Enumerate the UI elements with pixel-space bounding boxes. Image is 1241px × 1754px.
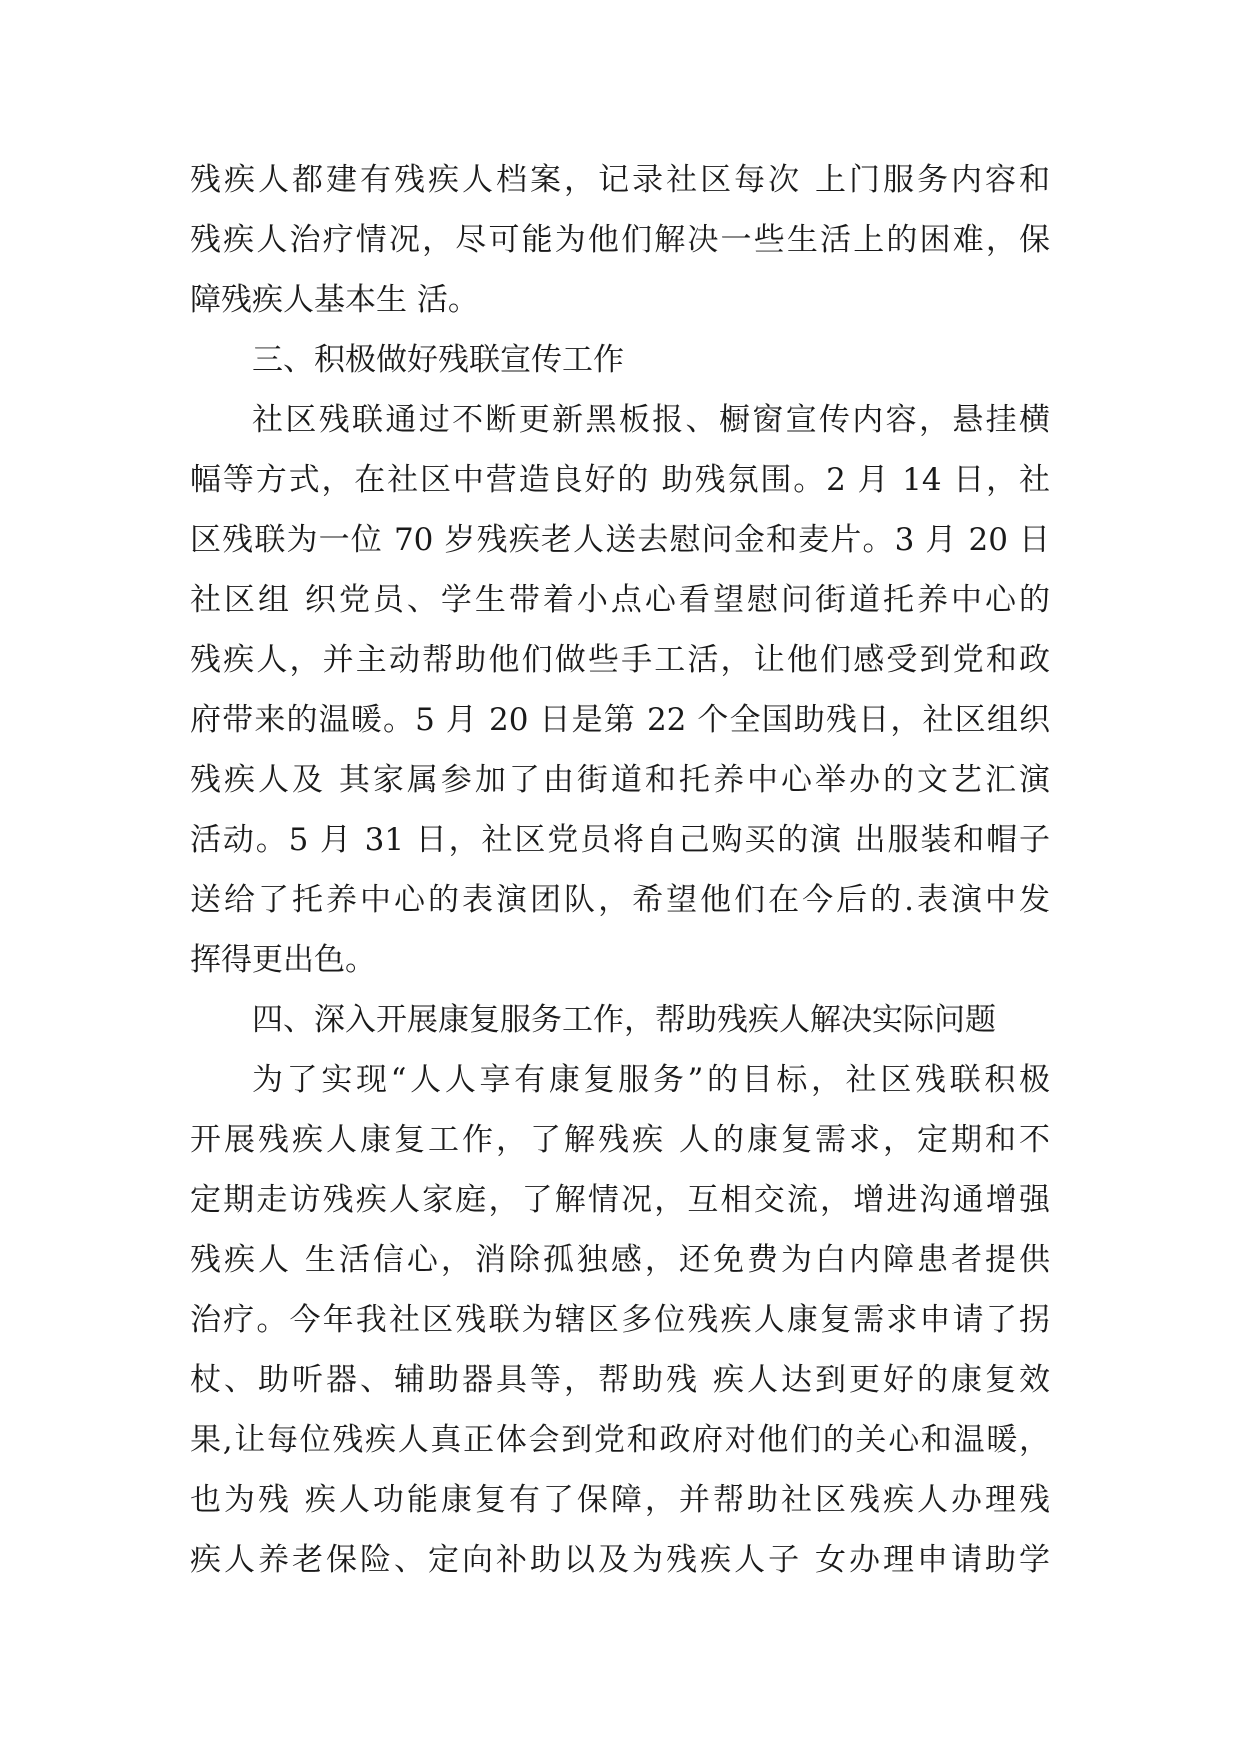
text-line: 区残联为一位 70 岁残疾老人送去慰问金和麦片。3 月 20 日	[190, 522, 1050, 558]
text-line: 也为残 疾人功能康复有了保障，并帮助社区残疾人办理残	[190, 1482, 1050, 1518]
text-line: 开展残疾人康复工作，了解残疾 人的康复需求，定期和不	[190, 1122, 1050, 1158]
text-line: 残疾人都建有残疾人档案，记录社区每次 上门服务内容和	[190, 162, 1050, 198]
text-line: 残疾人 生活信心，消除孤独感，还免费为白内障患者提供	[190, 1242, 1050, 1278]
text-line: 残疾人及 其家属参加了由街道和托养中心举办的文艺汇演	[190, 762, 1050, 798]
text-line: 送给了托养中心的表演团队，希望他们在今后的.表演中发	[190, 882, 1050, 918]
text-line: 活动。5 月 31 日，社区党员将自己购买的演 出服装和帽子	[190, 822, 1050, 858]
text-line: 挥得更出色。	[190, 942, 376, 978]
text-line: 社区组 织党员、学生带着小点心看望慰问街道托养中心的	[190, 582, 1050, 618]
text-line: 残疾人，并主动帮助他们做些手工活，让他们感受到党和政	[190, 642, 1050, 678]
text-line: 社区残联通过不断更新黑板报、橱窗宣传内容，悬挂横	[252, 402, 1050, 438]
text-line: 障残疾人基本生 活。	[190, 282, 479, 318]
text-line: 府带来的温暖。5 月 20 日是第 22 个全国助残日，社区组织	[190, 702, 1050, 738]
text-line: 疾人养老保险、定向补助以及为残疾人子 女办理申请助学	[190, 1542, 1050, 1578]
text-line: 残疾人治疗情况，尽可能为他们解决一些生活上的困难，保	[190, 222, 1050, 258]
text-line: 杖、助听器、辅助器具等，帮助残 疾人达到更好的康复效	[190, 1362, 1050, 1398]
text-line: 果,让每位残疾人真正体会到党和政府对他们的关心和温暖，	[190, 1422, 1050, 1458]
section-heading: 四、深入开展康复服务工作，帮助残疾人解决实际问题	[252, 1002, 996, 1038]
text-line: 定期走访残疾人家庭，了解情况，互相交流，增进沟通增强	[190, 1182, 1050, 1218]
text-line: 为了实现“人人享有康复服务”的目标，社区残联积极	[252, 1062, 1050, 1098]
section-heading: 三、积极做好残联宣传工作	[252, 342, 624, 378]
text-line: 幅等方式，在社区中营造良好的 助残氛围。2 月 14 日，社	[190, 462, 1050, 498]
document-body	[190, 150, 1050, 1590]
text-line: 治疗。今年我社区残联为辖区多位残疾人康复需求申请了拐	[190, 1302, 1050, 1338]
